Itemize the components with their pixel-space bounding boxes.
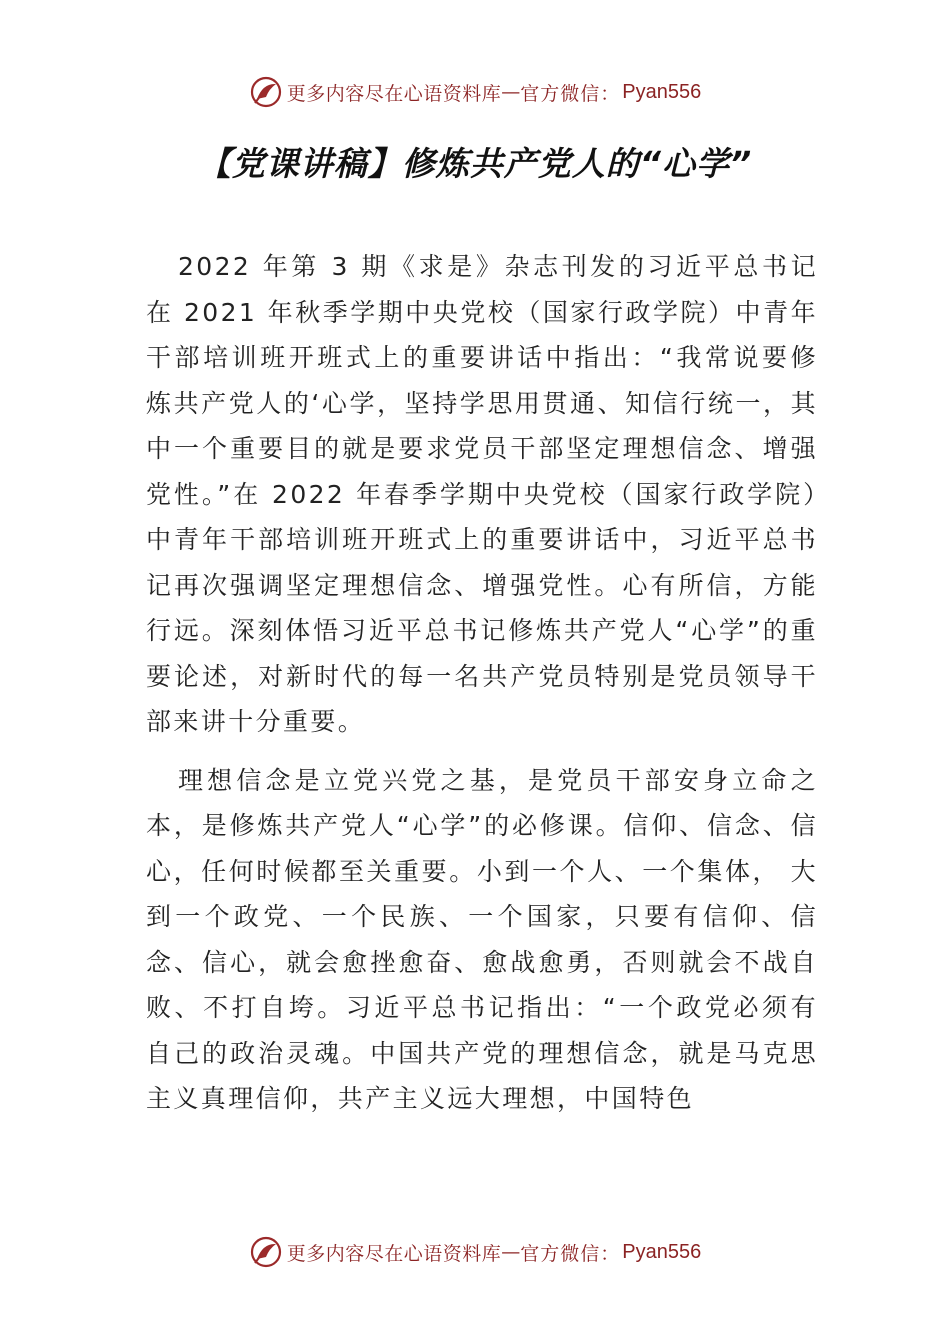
banner-separator: —: [501, 1241, 521, 1263]
banner-wechat-id: Pyan556: [622, 1240, 702, 1263]
header-banner: [0, 70, 950, 114]
banner-wechat-label: 官方微信：: [520, 1242, 621, 1265]
document-title: 【党课讲稿】修炼共产党人的“心学”: [197, 144, 753, 183]
banner-text: 更多内容尽在心语资料库: [286, 82, 502, 105]
paragraph-2: 理想信念是立党兴党之基，是党员干部安身立命之本，是修炼共产党人“心学”的必修课。信仰、信念、信心，任何时候都至关重要。小到一个人、一个集体， 大到一个政党、一个民族、一个国家，只要有信仰、信念、信心，就会愈挫愈奋、愈战愈勇，否则就会不战自败、不打自垮。习近平总书记指出：“一个政党必须有自己的政治灵魂。中国共产党的理想信念，就是马克思主义真理信仰，共产主义远大理想，中国特色: [146, 765, 818, 1113]
banner-text: 更多内容尽在心语资料库: [286, 1242, 502, 1265]
footer-banner: [0, 1230, 950, 1274]
banner-wechat-id: Pyan556: [622, 80, 702, 103]
banner-separator: —: [501, 81, 521, 103]
banner-wechat-label: 官方微信：: [520, 82, 621, 105]
document-body: [146, 244, 818, 1122]
logo-icon: [249, 1235, 283, 1269]
logo-icon: [249, 75, 283, 109]
paragraph-1: 2022 年第 3 期《求是》杂志刊发的习近平总书记在 2021 年秋季学期中央党校（国家行政学院）中青年干部培训班开班式上的重要讲话中指出：“我常说要修炼共产党人的‘心学，坚持学思用贯通、知信行统一，其中一个重要目的就是要求党员干部坚定理想信念、增强党性。”在 2022 年春季学期中央党校（国家行政学院）中青年干部培训班开班式上的重要讲话中，习近平总书记再次强调坚定理想信念、增强党性。心有所信，方能行远。深刻体悟习近平总书记修炼共产党人“心学”的重要论述，对新时代的每一名共产党员特别是党员领导干部来讲十分重要。: [146, 252, 818, 736]
